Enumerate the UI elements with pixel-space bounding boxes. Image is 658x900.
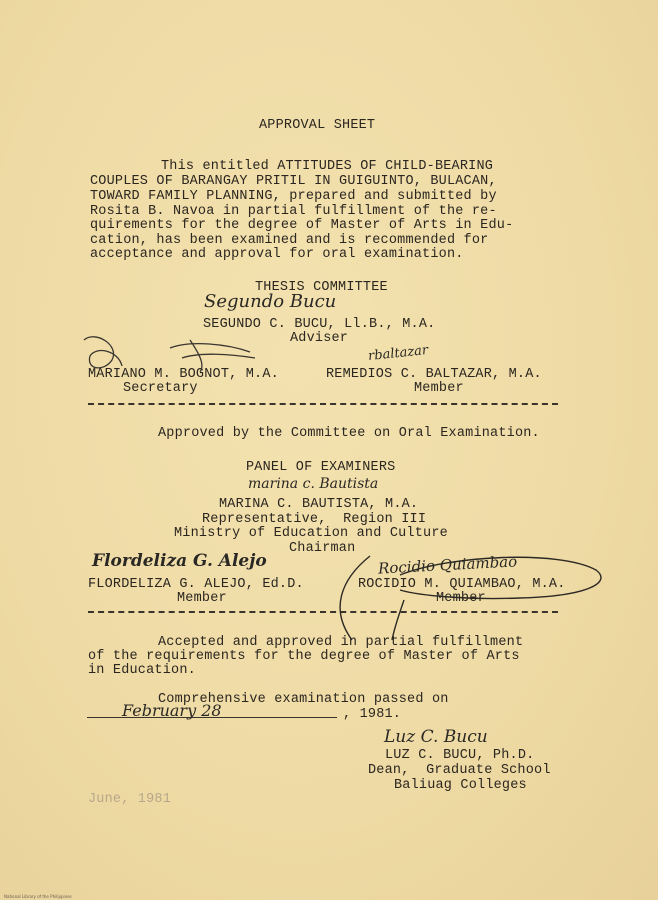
library-footer: National Library of the Philippines xyxy=(4,894,72,899)
exam-text: Comprehensive examination passed on xyxy=(158,692,449,707)
member2-name: ROCIDIO M. QUIAMBAO, M.A. xyxy=(358,577,566,592)
member1-role: Member xyxy=(177,591,227,606)
chairman-line-2: Ministry of Education and Culture xyxy=(174,526,448,541)
intro-line-2: COUPLES OF BARANGAY PRITIL IN GUIGUINTO, BULACAN, xyxy=(90,174,497,189)
member-role: Member xyxy=(414,381,464,396)
alejo-signature: Flordeliza G. Alejo xyxy=(92,551,267,571)
member-name: REMEDIOS C. BALTAZAR, M.A. xyxy=(326,367,542,382)
accepted-line-2: of the requirements for the degree of Master of Arts xyxy=(88,649,520,664)
quiambao-signature-stroke xyxy=(340,556,601,640)
dean-signature: Luz C. Bucu xyxy=(384,727,488,747)
secretary-name: MARIANO M. BOGNOT, M.A. xyxy=(88,367,279,382)
accepted-line-3: in Education. xyxy=(88,663,196,678)
date-stamp: June, 1981 xyxy=(88,792,172,807)
intro-line-3: TOWARD FAMILY PLANNING, prepared and submitted by xyxy=(90,189,497,204)
dean-title: Dean, Graduate School xyxy=(368,763,551,778)
panel-title: PANEL OF EXAMINERS xyxy=(246,460,396,475)
quiambao-signature: Rocidio Quiambao xyxy=(377,552,518,578)
exam-year: , 1981. xyxy=(343,707,402,722)
member2-role: Member xyxy=(436,591,486,606)
dean-college: Baliuag Colleges xyxy=(394,778,527,793)
chairman-role: Chairman xyxy=(289,541,356,556)
page-heading: APPROVAL SHEET xyxy=(259,118,376,133)
committee-title: THESIS COMMITTEE xyxy=(255,280,388,295)
member1-name: FLORDELIZA G. ALEJO, Ed.D. xyxy=(88,577,304,592)
intro-line-1: This entitled ATTITUDES OF CHILD-BEARING xyxy=(161,159,494,174)
intro-line-7: acceptance and approval for oral examination. xyxy=(90,247,464,262)
chairman-line-1: Representative, Region III xyxy=(202,512,427,527)
dean-name: LUZ C. BUCU, Ph.D. xyxy=(385,748,535,763)
chairman-signature: marina c. Bautista xyxy=(248,476,379,492)
accepted-line-1: Accepted and approved in partial fulfillment xyxy=(158,635,524,650)
secretary-role: Secretary xyxy=(123,381,198,396)
adviser-name: SEGUNDO C. BUCU, Ll.B., M.A. xyxy=(203,317,436,332)
baltazar-signature: rbaltazar xyxy=(367,342,429,365)
intro-line-5: quirements for the degree of Master of Arts in Edu- xyxy=(90,218,514,233)
intro-line-6: cation, has been examined and is recommended for xyxy=(90,233,489,248)
bognot-signature-stroke xyxy=(84,337,255,372)
chairman-name: MARINA C. BAUTISTA, M.A. xyxy=(219,497,419,512)
exam-date-handwritten: February 28 xyxy=(122,701,222,720)
adviser-role: Adviser xyxy=(290,331,349,346)
intro-line-4: Rosita B. Navoa in partial fulfillment of the re- xyxy=(90,204,497,219)
adviser-signature: Segundo Bucu xyxy=(204,291,337,312)
approved-line: Approved by the Committee on Oral Examination. xyxy=(158,426,540,441)
